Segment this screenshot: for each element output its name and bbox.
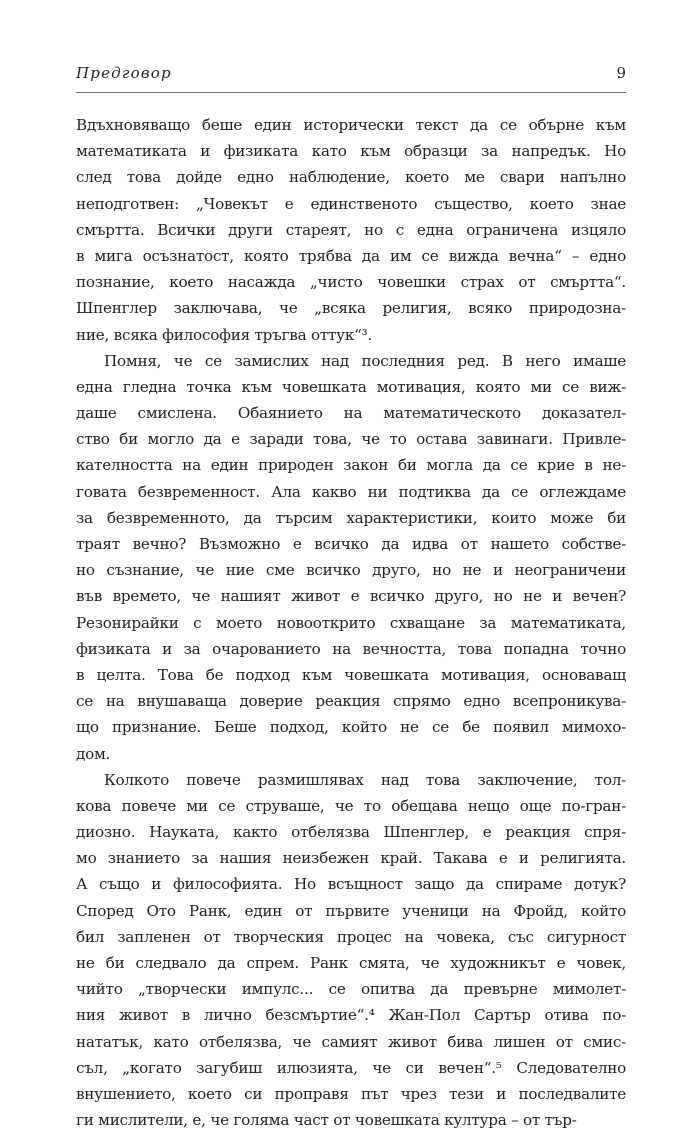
text-line: след това дойде едно наблюдение, което ме свари напълно	[76, 168, 626, 187]
text-line: неподготвен: „Човекът е единственото същество, което знае	[76, 194, 626, 213]
text-line: съл, „когато загубиш илюзията, че си вечен“.⁵ Следователно	[76, 1058, 626, 1077]
text-line: в целта. Това бе подход към човешката мотивация, основаващ	[76, 665, 626, 684]
text-line: физиката и за очарованието на вечността, това попадна точно	[76, 639, 626, 658]
text-line: Вдъхновяващо беше един исторически текст да се обърне към	[76, 116, 626, 134]
page-number: 9	[616, 64, 626, 82]
text-line: чийто „творчески импулс... се опитва да превърне мимолет-	[76, 980, 626, 999]
text-line: математиката и физиката като към образци за напредък. Но	[76, 142, 626, 161]
paragraph	[76, 348, 626, 767]
text-line: дом.	[76, 744, 111, 763]
running-head	[76, 64, 626, 86]
body-text	[76, 112, 626, 1133]
text-line: говата безвременност. Ала какво ни подтиква да се оглеждаме	[76, 482, 626, 501]
paragraph	[76, 112, 626, 348]
text-line: във времето, че нашият живот е всичко друго, но не и вечен?	[76, 587, 626, 606]
text-line: ния живот в лично безсмъртие“.⁴ Жан-Пол Сартър отива по-	[76, 1006, 626, 1025]
text-line: Според Ото Ранк, един от първите ученици на Фройд, който	[76, 901, 626, 920]
text-line: внушението, което си проправя път чрез тези и последвалите	[76, 1084, 626, 1103]
text-line: мо знанието за нашия неизбежен край. Такава е и религията.	[76, 849, 626, 868]
text-line: Помня, че се замислих над последния ред. В него имаше	[104, 351, 626, 370]
text-line: Колкото повече размишлявах над това заключение, тол-	[104, 770, 626, 789]
text-line: нататък, като отбелязва, че самият живот бива лишен от смис-	[76, 1032, 626, 1051]
text-line: се на внушаваща доверие реакция спрямо едно всепроникува-	[76, 692, 626, 711]
section-title: Предговор	[76, 64, 172, 82]
text-line: ство би могло да е заради това, че то остава завинаги. Привле-	[76, 430, 626, 449]
text-line: кателността на един природен закон би могла да се крие в не-	[76, 456, 626, 475]
text-line: Шпенглер заключава, че „всяка религия, всяко природозна-	[76, 299, 626, 318]
text-line: Резонирайки с моето новооткрито схващане за математиката,	[76, 613, 626, 632]
paragraph	[76, 767, 626, 1133]
text-line: кова повече ми се струваше, че то обещава нещо още по-гран-	[76, 796, 626, 815]
text-line: не би следвало да спрем. Ранк смята, че художникът е човек,	[76, 954, 626, 972]
text-line: смъртта. Всички други стареят, но с една ограничена изцяло	[76, 220, 626, 239]
text-line: в мига осъзнатост, която трябва да им се вижда вечна“ – едно	[76, 246, 626, 265]
text-line: ги мислители, е, че голяма част от човешката култура – от тър-	[76, 1111, 577, 1130]
text-line: но съзнание, че ние сме всичко друго, но не и неограничени	[76, 561, 626, 580]
text-line: траят вечно? Възможно е всичко да идва от нашето собстве-	[76, 535, 626, 553]
text-line: диозно. Науката, както отбелязва Шпенглер, е реакция спря-	[76, 823, 626, 842]
text-line: що признание. Беше подход, който не се бе появил мимохо-	[76, 718, 626, 737]
text-line: бил запленен от творческия процес на човека, със сигурност	[76, 927, 626, 946]
text-line: за безвременното, да търсим характеристики, които може би	[76, 508, 626, 527]
text-line: познание, което насажда „чисто човешки страх от смъртта“.	[76, 273, 626, 292]
header-rule	[76, 92, 626, 93]
text-line: даше смислена. Обаянието на математическото доказател-	[76, 404, 626, 423]
text-line: А също и философията. Но всъщност защо да спираме дотук?	[76, 875, 626, 894]
text-line: ние, всяка философия тръгва оттук“³.	[76, 325, 373, 344]
text-line: една гледна точка към човешката мотивация, която ми се виж-	[76, 377, 626, 396]
